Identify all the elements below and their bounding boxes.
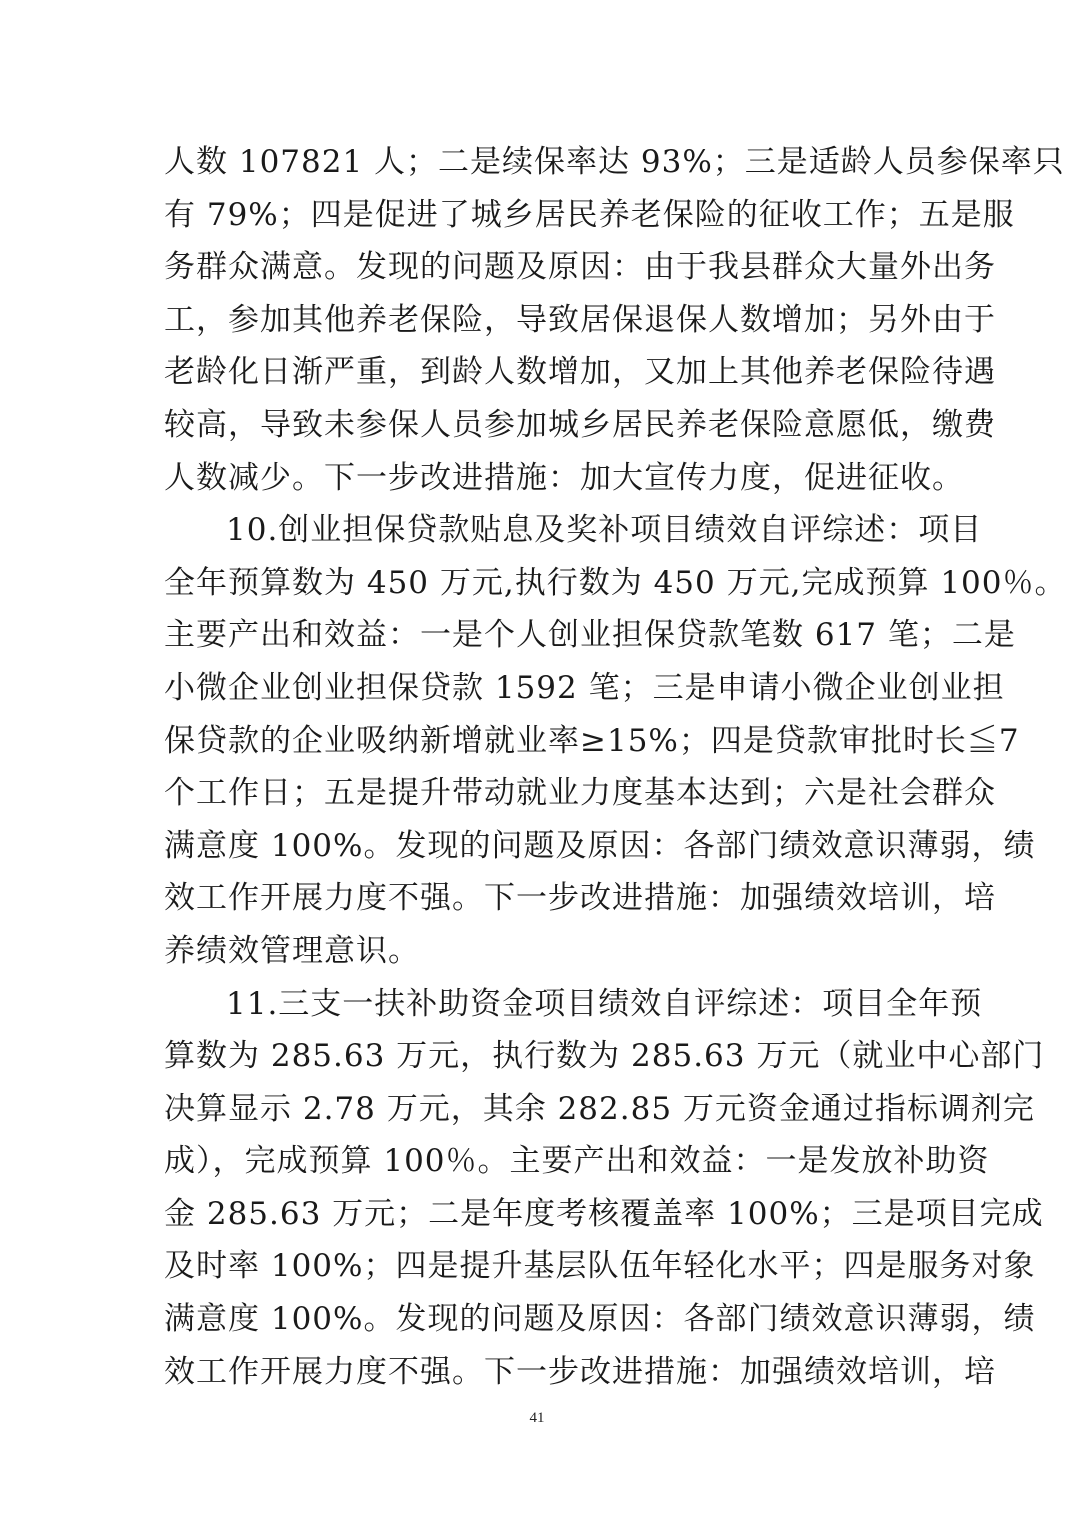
paragraph-10-start: 10.创业担保贷款贴息及奖补项目绩效自评综述：项目 (226, 512, 983, 549)
text-line: 主要产出和效益：一是个人创业担保贷款笔数 617 笔；二是 (164, 617, 1016, 654)
text-line: 工，参加其他养老保险，导致居保退保人数增加；另外由于 (164, 301, 996, 338)
text-line: 个工作日；五是提升带动就业力度基本达到；六是社会群众 (164, 775, 996, 812)
text-line: 保贷款的企业吸纳新增就业率≥15%；四是贷款审批时长≦7 (164, 722, 1020, 759)
text-line: 小微企业创业担保贷款 1592 笔；三是申请小微企业创业担 (164, 669, 1005, 706)
text-line: 决算显示 2.78 万元，其余 282.85 万元资金通过指标调剂完 (164, 1090, 1035, 1127)
text-line: 成），完成预算 100％。主要产出和效益：一是发放补助资 (164, 1143, 990, 1180)
body-text (164, 136, 1067, 1398)
page-number: 41 (529, 1410, 545, 1426)
paragraph-11-start: 11.三支一扶补助资金项目绩效自评综述：项目全年预 (226, 985, 983, 1022)
text-line: 金 285.63 万元；二是年度考核覆盖率 100%；三是项目完成 (164, 1195, 1044, 1232)
text-line: 务群众满意。发现的问题及原因：由于我县群众大量外出务 (164, 249, 996, 286)
text-line: 老龄化日渐严重，到龄人数增加，又加上其他养老保险待遇 (164, 354, 996, 391)
text-line: 有 79%；四是促进了城乡居民养老保险的征收工作；五是服 (164, 196, 1015, 233)
text-line: 人数 107821 人；二是续保率达 93%；三是适龄人员参保率只 (164, 144, 1065, 180)
text-line: 人数减少。下一步改进措施：加大宣传力度，促进征收。 (164, 459, 964, 496)
text-line: 效工作开展力度不强。下一步改进措施：加强绩效培训，培 (164, 1353, 996, 1390)
text-line: 算数为 285.63 万元，执行数为 285.63 万元（就业中心部门 (164, 1038, 1045, 1075)
text-line: 满意度 100%。发现的问题及原因：各部门绩效意识薄弱，绩 (164, 1301, 1036, 1338)
text-line: 较高，导致未参保人员参加城乡居民养老保险意愿低，缴费 (164, 406, 996, 443)
text-line: 养绩效管理意识。 (164, 932, 420, 969)
text-line: 满意度 100%。发现的问题及原因：各部门绩效意识薄弱，绩 (164, 827, 1036, 864)
text-line: 效工作开展力度不强。下一步改进措施：加强绩效培训，培 (164, 880, 996, 917)
text-line: 全年预算数为 450 万元,执行数为 450 万元,完成预算 100％。 (164, 564, 1067, 601)
text-line: 及时率 100%；四是提升基层队伍年轻化水平；四是服务对象 (164, 1248, 1036, 1285)
